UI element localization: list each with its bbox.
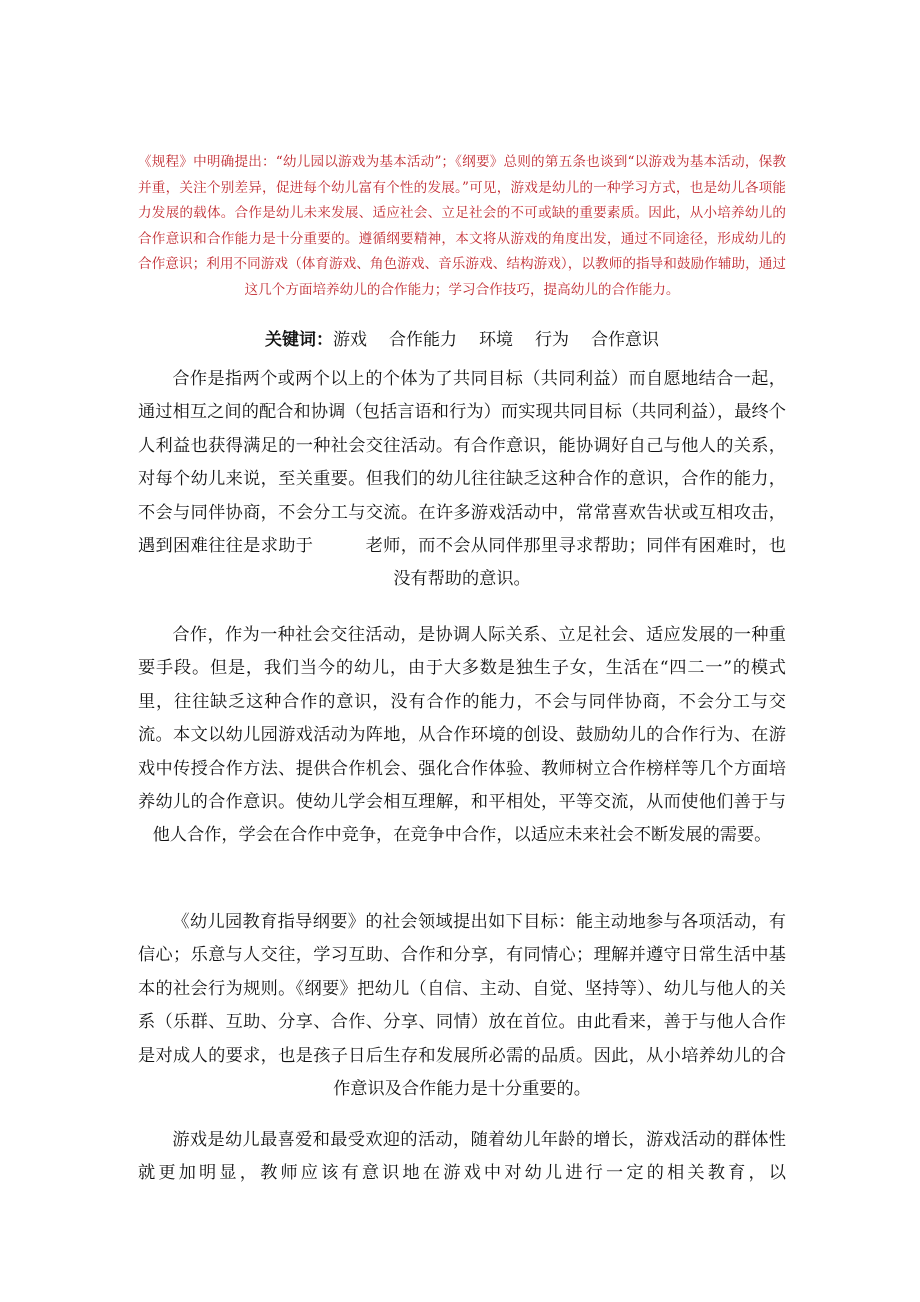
abstract-text: 《规程》中明确提出：“幼儿园以游戏为基本活动”；《纲要》总则的第五条也谈到“以游戏为基本活动，保教并重，关注个别差异，促进每个幼儿富有个性的发展。”可见，游戏是幼儿的一种学习方式，也是幼儿各项能力发展的载体。合作是幼儿未来发展、适应社会、立足社会的不可或缺的重要素质。因此，从小培养幼儿的合作意识和合作能力是十分重要的。遵循纲要精神，本文将从游戏的角度出发，通过不同途径，形成幼儿的合作意识；利用不同游戏（体育游戏、角色游戏、音乐游戏、结构游戏），以教师的指导和鼓励作辅助，通过这几个方面培养幼儿的合作能力；学习合作技巧，提高幼儿的合作能力。 <box>138 154 786 298</box>
keywords-line <box>138 325 786 355</box>
keyword-item: 环境 <box>479 330 513 350</box>
abstract <box>138 150 786 303</box>
body-paragraph-4: 游戏是幼儿最喜爱和最受欢迎的活动，随着幼儿年龄的增长，游戏活动的群体性就更加明显，教师应该有意识地在游戏中对幼儿进行一定的相关教育，以 <box>138 1130 786 1184</box>
keyword-item: 游戏 <box>333 330 367 350</box>
paragraph-1-part-a: 合作是指两个或两个以上的个体为了共同目标（共同利益）而自愿地结合一起，通过相互之间的配合和协调（包括言语和行为）而实现共同目标（共同利益），最终个人利益也获得满足的一种社会交往活动。有合作意识，能协调好自己与他人的关系，对每个幼儿来说，至关重要。但我们的幼儿往往缺乏这种合作的意识，合作的能力，不会与同伴协商，不会分工与交流。在许多游戏活动中，常常喜欢告状或互相攻击，遇到困难往往是求助于 <box>138 369 786 557</box>
keyword-item: 行为 <box>535 330 569 350</box>
keywords-label: 关键词： <box>265 330 333 350</box>
body-paragraph-2: 合作，作为一种社会交往活动，是协调人际关系、立足社会、适应发展的一种重要手段。但是，我们当今的幼儿，由于大多数是独生子女，生活在“四二一”的模式里，往往缺乏这种合作的意识，没有合作的能力，不会与同伴协商，不会分工与交流。本文以幼儿园游戏活动为阵地，从合作环境的创设、鼓励幼儿的合作行为、在游戏中传授合作方法、提供合作机会、强化合作体验、教师树立合作榜样等几个方面培养幼儿的合作意识。使幼儿学会相互理解，和平相处，平等交流，从而使他们善于与他人合作，学会在合作中竞争，在竞争中合作，以适应未来社会不断发展的需要。 <box>138 625 786 846</box>
paragraph-1-part-b: 老师，而不会从同伴那里寻求帮助；同伴有困难时，也没有帮助的意识。 <box>365 536 786 590</box>
body-paragraph-1 <box>138 363 786 597</box>
keyword-item: 合作意识 <box>591 330 659 350</box>
keyword-item: 合作能力 <box>389 330 457 350</box>
body-paragraph-3: 《幼儿园教育指导纲要》的社会领域提出如下目标：能主动地参与各项活动，有信心；乐意与人交往，学习互助、合作和分享，有同情心；理解并遵守日常生活中基本的社会行为规则。《纲要》把幼儿（自信、主动、自觉、坚持等）、幼儿与他人的关系（乐群、互助、分享、合作、分享、同情）放在首位。由此看来，善于与他人合作是对成人的要求，也是孩子日后生存和发展所必需的品质。因此，从小培养幼儿的合作意识及合作能力是十分重要的。 <box>138 912 786 1100</box>
